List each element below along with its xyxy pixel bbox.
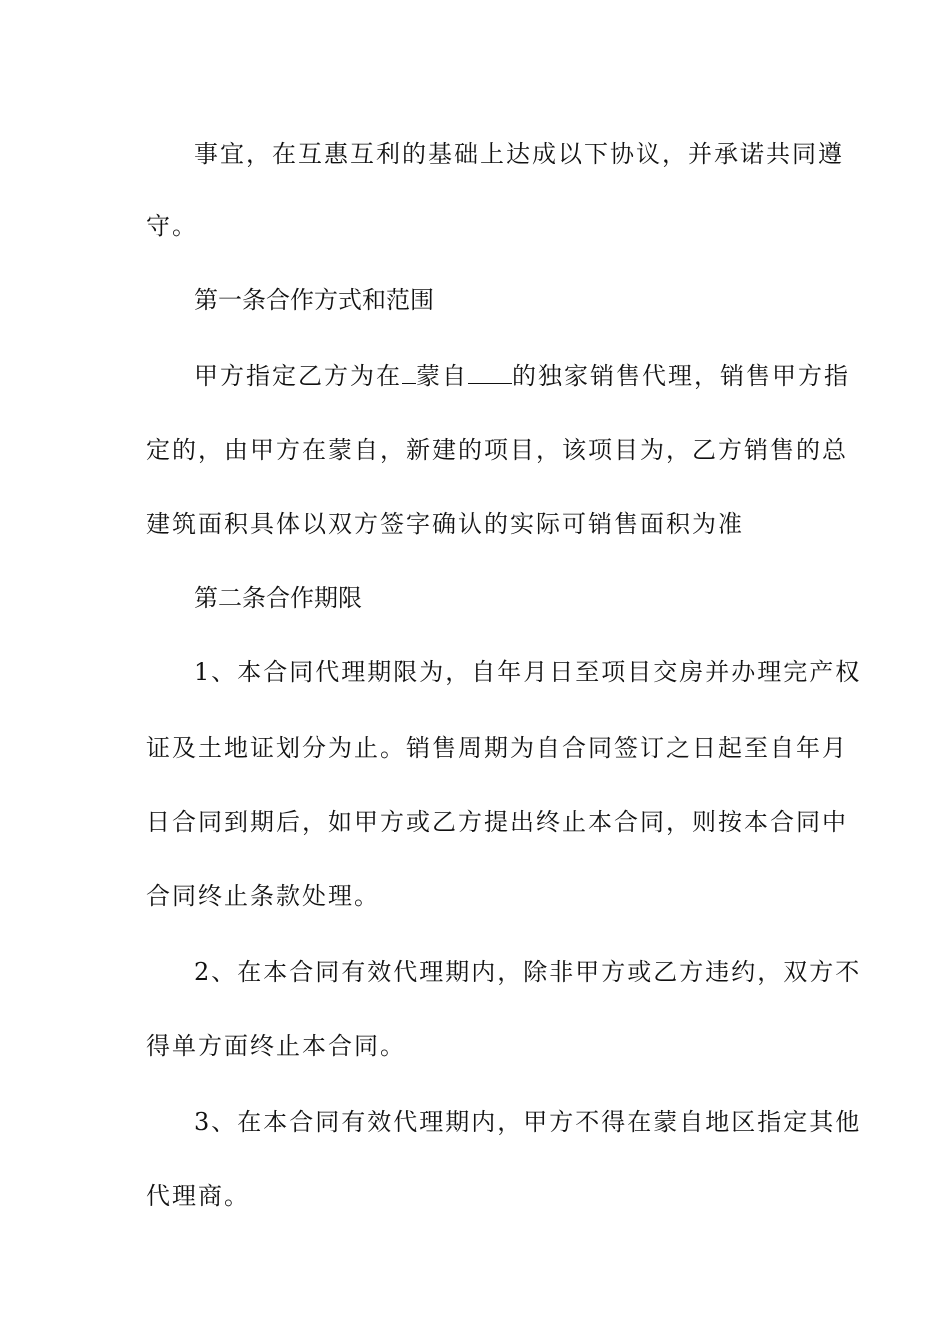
paragraph-line: 日合同到期后，如甲方或乙方提出终止本合同，则按本合同中: [146, 808, 848, 836]
paragraph-line: [194, 360, 850, 392]
paragraph-line: 得单方面终止本合同。: [146, 1032, 406, 1060]
paragraph-line: 3、在本合同有效代理期内，甲方不得在蒙自地区指定其他: [194, 1108, 862, 1136]
paragraph-line: 守。: [146, 212, 198, 240]
fill-in-blank: [468, 361, 512, 384]
paragraph-line: 事宜，在互惠互利的基础上达成以下协议，并承诺共同遵: [194, 140, 844, 168]
section-heading-2: 第二条合作期限: [194, 584, 362, 612]
paragraph-line: 建筑面积具体以双方签字确认的实际可销售面积为准: [146, 510, 744, 538]
section-heading-1: 第一条合作方式和范围: [194, 286, 434, 314]
fill-in-place: 蒙自: [416, 362, 468, 390]
text-run: 甲方指定乙方为在: [194, 362, 402, 390]
paragraph-line: 代理商。: [146, 1182, 250, 1210]
paragraph-line: 定的，由甲方在蒙自，新建的项目，该项目为，乙方销售的总: [146, 436, 848, 464]
fill-in-blank: [402, 361, 416, 384]
paragraph-line: 证及土地证划分为止。销售周期为自合同签订之日起至自年月: [146, 734, 848, 762]
paragraph-line: 合同终止条款处理。: [146, 882, 380, 910]
text-run: 的独家销售代理，销售甲方指: [512, 362, 850, 390]
paragraph-line: 2、在本合同有效代理期内，除非甲方或乙方违约，双方不: [194, 958, 862, 986]
paragraph-line: 1、本合同代理期限为，自年月日至项目交房并办理完产权: [194, 658, 862, 686]
